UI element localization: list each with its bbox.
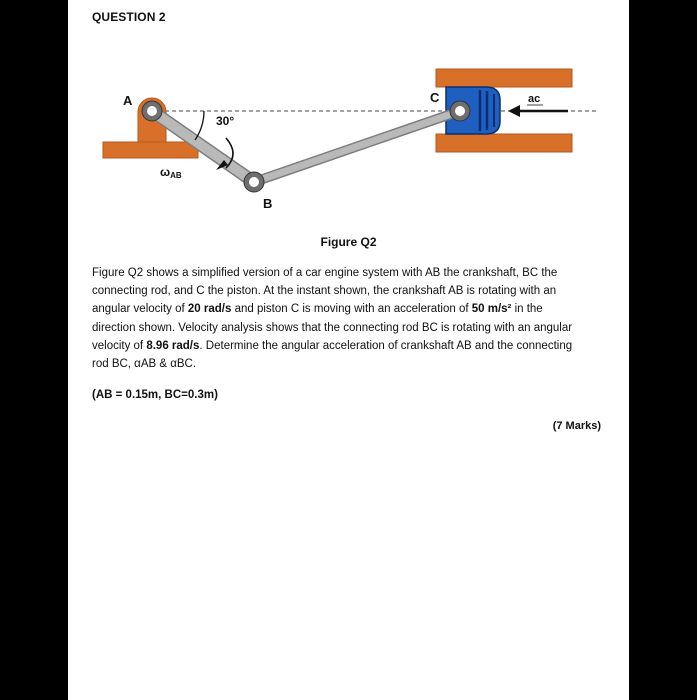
problem-statement xyxy=(92,264,604,373)
pin-a xyxy=(142,101,162,121)
figure-caption: Figure Q2 xyxy=(320,235,377,249)
angle-label: 30° xyxy=(216,114,235,128)
support-base xyxy=(103,142,198,158)
cylinder-top-wall xyxy=(436,69,572,87)
accel-c-value: 50 m/s² xyxy=(471,303,512,316)
pin-c xyxy=(450,101,470,121)
accel-label: ac xyxy=(528,93,541,105)
problem-line-2: connecting rod, and C the piston. At the instant shown, the crankshaft AB is rotating with an xyxy=(92,285,557,298)
cylinder-bottom-wall xyxy=(436,134,572,152)
question-title: QUESTION 2 xyxy=(92,10,166,24)
omega-ab-value: 20 rad/s xyxy=(187,303,232,316)
marks-label: (7 Marks) xyxy=(552,420,601,432)
mechanism-figure xyxy=(68,60,629,220)
pin-b xyxy=(244,172,264,192)
problem-line-1: Figure Q2 shows a simplified version of a car engine system with AB the crankshaft, BC the xyxy=(92,267,558,279)
given-values: (AB = 0.15m, BC=0.3m) xyxy=(92,389,218,401)
omega-label: ωAB xyxy=(160,165,182,180)
point-a-label: A xyxy=(123,93,133,108)
accel-arrowhead-icon xyxy=(508,105,520,117)
question-page xyxy=(68,0,629,700)
omega-bc-value: 8.96 rad/s xyxy=(146,339,200,352)
problem-line-6: rod BC, αAB & αBC. xyxy=(92,358,197,371)
problem-line-3: angular velocity of 20 rad/s and piston C is moving with an acceleration of 50 m/s² in the xyxy=(92,303,543,316)
problem-line-4: direction shown. Velocity analysis shows that the connecting rod BC is rotating with an angular xyxy=(92,321,573,334)
point-c-label: C xyxy=(430,90,440,105)
point-b-label: B xyxy=(263,196,273,211)
problem-line-5: velocity of 8.96 rad/s. Determine the angular acceleration of crankshaft AB and the connecting xyxy=(92,339,573,352)
